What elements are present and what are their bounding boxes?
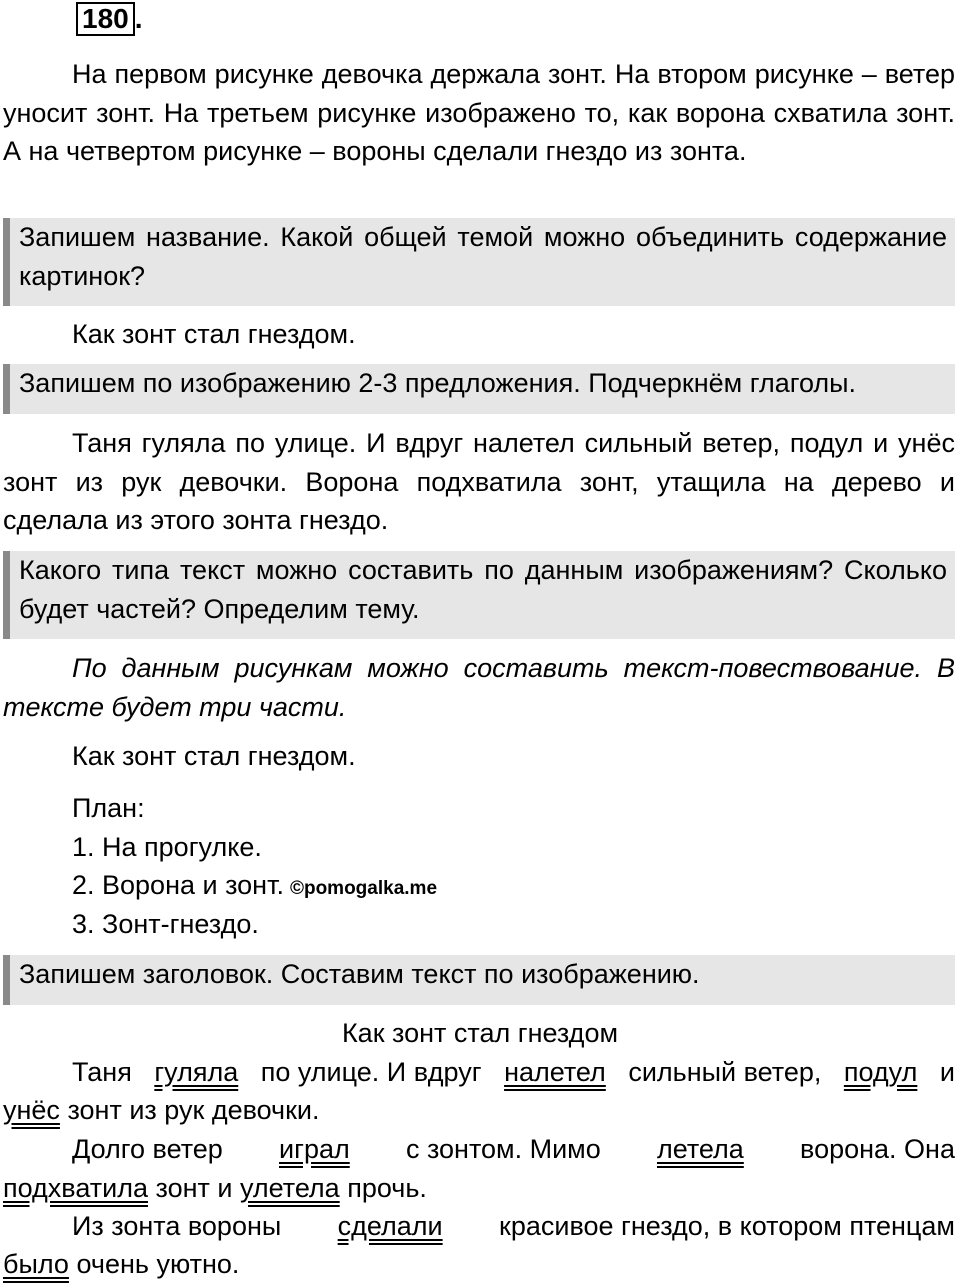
story-line [3, 1091, 955, 1130]
verb-underlined: унёс [3, 1095, 60, 1125]
question-sentences: Запишем по изображению 2-3 предложения. Подчеркнём глаголы. [3, 364, 955, 414]
word: зонт и [155, 1173, 233, 1203]
task-number [76, 2, 143, 34]
plan-item [72, 866, 437, 909]
paragraph-pictures: На первом рисунке девочка держала зонт. На втором рисунке – ветер уносит зонт. На третьем рисунке изображено то, как ворона схватила зонт. А на четвертом рисунке – вороны сделали гнездо из зонта. [3, 59, 955, 166]
story-line [3, 1053, 955, 1092]
word: зонт из рук девочки. [67, 1095, 320, 1125]
answer-theme: Как зонт стал гнездом. [72, 741, 356, 771]
word: Долго ветер [72, 1134, 223, 1164]
word: очень уютно. [76, 1249, 240, 1279]
question-text-type: Какого типа текст можно составить по данным изображениям? Сколько будет частей? Определим тему. [3, 551, 955, 639]
plan-item: 3. Зонт-гнездо. [72, 909, 259, 939]
word: сильный ветер, [628, 1057, 822, 1087]
verb-underlined: улетела [239, 1173, 340, 1203]
verb-underlined: летела [656, 1134, 744, 1164]
task-number-box: 180 [76, 2, 135, 36]
word: и [939, 1057, 955, 1087]
verb-underlined: сделали [337, 1211, 443, 1241]
story-line [3, 1130, 955, 1169]
paragraph-sentences: Таня гуляла по улице. И вдруг налетел сильный ветер, подул и унёс зонт из рук девочки. Ворона подхватила зонт, утащила на дерево и сделала из этого зонта гнездо. [3, 428, 955, 535]
word: с зонтом. Мимо [405, 1134, 601, 1164]
word: Таня [72, 1057, 132, 1087]
story-line [3, 1207, 955, 1246]
verb-underlined: было [3, 1249, 69, 1279]
story-line [3, 1245, 955, 1284]
story-title: Как зонт стал гнездом [341, 1018, 619, 1048]
word: красивое гнездо, в котором птенцам [499, 1211, 955, 1241]
word: Из зонта вороны [72, 1211, 282, 1241]
answer-title: Как зонт стал гнездом. [72, 319, 356, 349]
verb-underlined: налетел [504, 1057, 606, 1087]
verb-underlined: играл [279, 1134, 350, 1164]
plan-title: План: [72, 793, 145, 823]
question-heading: Запишем заголовок. Составим текст по изображению. [3, 955, 955, 1005]
plan-item-text: 2. Ворона и зонт. [72, 870, 284, 900]
question-title: Запишем название. Какой общей темой можно объединить содержание картинок? [3, 218, 955, 306]
verb-underlined: подхватила [3, 1173, 148, 1203]
task-number-dot: . [134, 3, 143, 34]
verb-underlined: гуляла [154, 1057, 239, 1087]
paragraph-text-type: По данным рисункам можно составить текст-повествование. В тексте будет три части. [3, 653, 955, 722]
word: прочь. [347, 1173, 427, 1203]
plan-item: 1. На прогулке. [72, 832, 262, 862]
story-line [3, 1169, 955, 1208]
watermark: ©pomogalka.me [289, 878, 438, 899]
verb-underlined: подул [843, 1057, 918, 1087]
word: по улице. И вдруг [260, 1057, 482, 1087]
word: ворона. Она [800, 1134, 955, 1164]
